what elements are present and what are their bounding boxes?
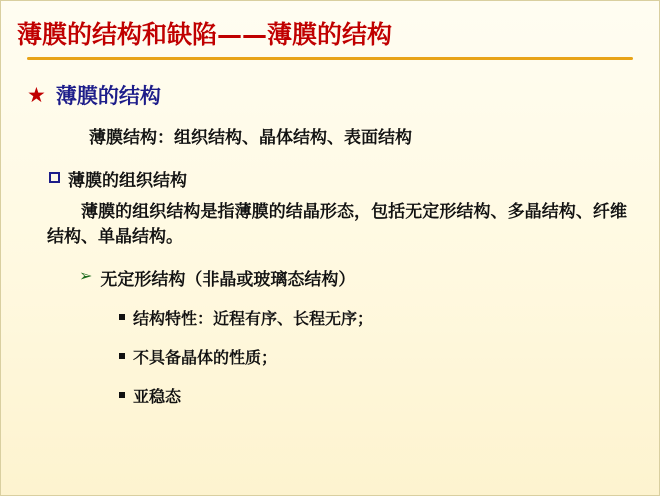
subsection-title: 无定形结构（非晶或玻璃态结构） [100,270,356,291]
list-item-label: 亚稳态 [133,387,182,407]
slide-title-block [1,1,659,64]
summary-line: 薄膜结构：组织结构、晶体结构、表面结构 [89,128,412,148]
list-item [119,384,641,407]
subsection-row [79,265,641,290]
section-paragraph: 薄膜的组织结构是指薄膜的结晶形态，包括无定形结构、多晶结构、纤维结构、单晶结构。 [47,202,627,247]
list-item [119,306,641,329]
slide-content [1,64,659,407]
arrow-right-icon: ➢ [79,266,93,286]
heading-row [27,80,641,110]
heading-label: 薄膜的结构 [55,83,161,108]
star-icon: ★ [27,82,46,107]
title-divider [27,57,633,60]
square-bullet-icon [119,353,125,359]
list-item-label: 结构特性：近程有序、长程无序； [133,309,374,329]
page-title: 薄膜的结构和缺陷——薄膜的结构 [17,20,393,49]
square-bullet-icon [119,314,125,320]
section-row [49,166,641,191]
square-bullet-icon [119,392,125,398]
list-item-label: 不具备晶体的性质； [133,348,278,368]
section-title: 薄膜的组织结构 [68,171,187,191]
hollow-square-icon [49,172,60,183]
list-item [119,345,641,368]
